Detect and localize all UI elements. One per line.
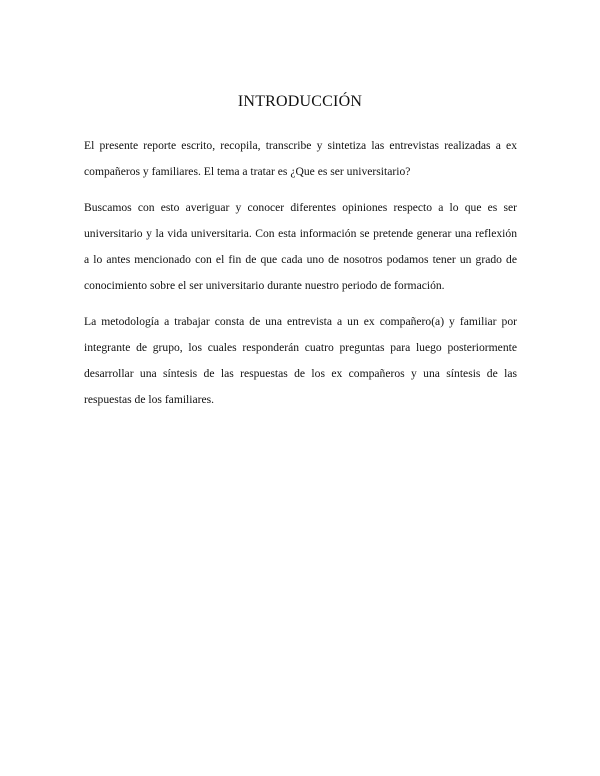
paragraph-purpose: [84, 195, 517, 299]
paragraph-line: compañeros y familiares. El tema a tratar es ¿Que es ser universitario?: [84, 165, 411, 178]
paragraph-line: desarrollar una síntesis de las respuestas de los ex compañeros y una síntesis de las: [84, 367, 517, 380]
paragraph-line: universitario y la vida universitaria. Con esta información se pretende generar una reflexión: [84, 227, 517, 240]
paragraph-line: respuestas de los familiares.: [84, 393, 215, 406]
page-title: INTRODUCCIÓN: [237, 93, 363, 110]
paragraph-intro: [84, 133, 517, 185]
paragraph-line: Buscamos con esto averiguar y conocer diferentes opiniones respecto a lo que es ser: [84, 201, 517, 214]
paragraph-line: conocimiento sobre el ser universitario durante nuestro periodo de formación.: [84, 279, 445, 292]
document-body: [84, 133, 517, 423]
paragraph-methodology: [84, 309, 517, 413]
paragraph-line: El presente reporte escrito, recopila, transcribe y sintetiza las entrevistas realizadas a ex: [84, 139, 517, 152]
paragraph-line: La metodología a trabajar consta de una entrevista a un ex compañero(a) y familiar por: [84, 315, 517, 328]
paragraph-line: a lo antes mencionado con el fin de que cada uno de nosotros podamos tener un grado de: [84, 253, 517, 266]
paragraph-line: integrante de grupo, los cuales responderán cuatro preguntas para luego posteriormente: [84, 341, 517, 354]
